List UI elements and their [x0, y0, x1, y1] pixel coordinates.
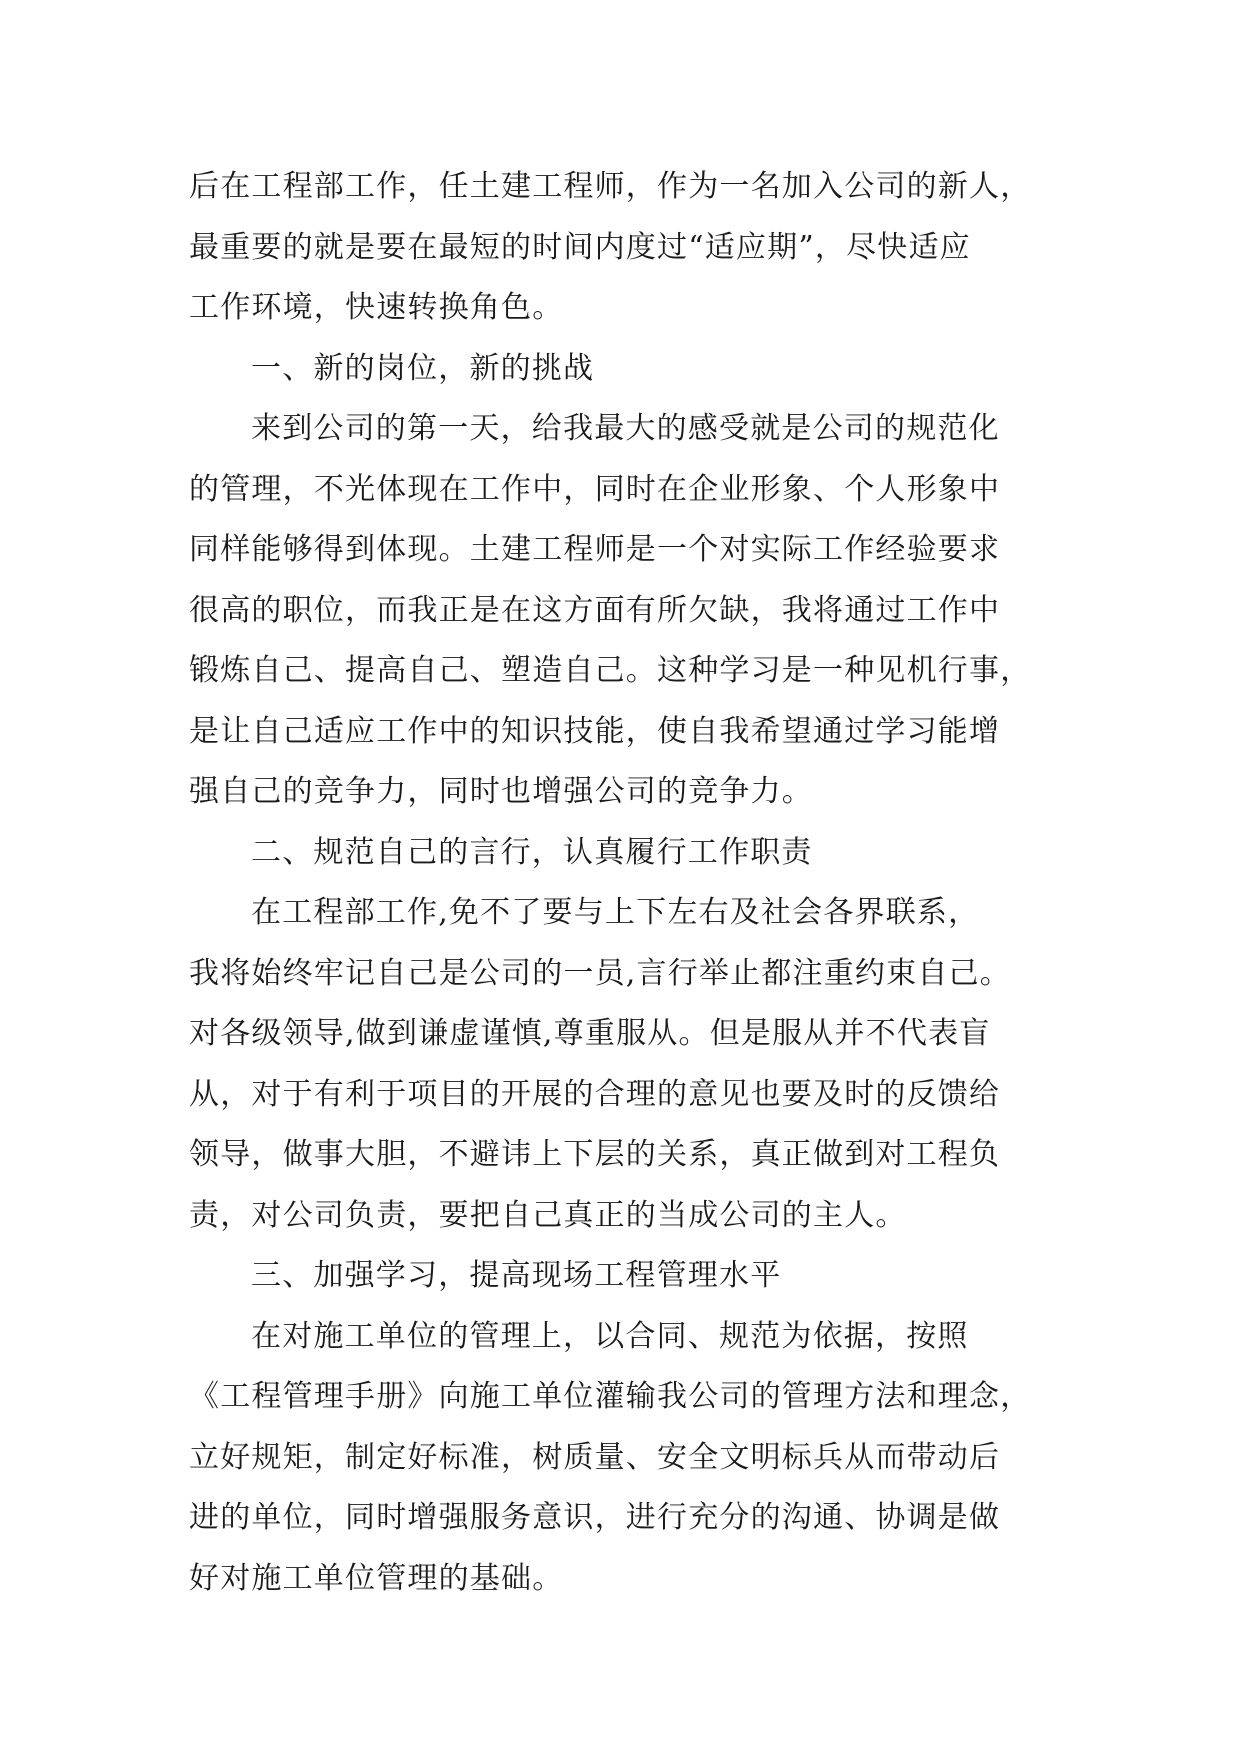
paragraph-first-line: 二、规范自己的言行，认真履行工作职责: [251, 834, 813, 870]
text-line: 我将始终牢记自己是公司的一员,言行举止都注重约束自己。: [189, 955, 1011, 991]
text-line: 的管理，不光体现在工作中，同时在企业形象、个人形象中: [189, 471, 1001, 507]
text-line: 工作环境，快速转换角色。: [189, 290, 564, 325]
text-line: 领导，做事大胆，不避讳上下层的关系，真正做到对工程负: [189, 1137, 1001, 1172]
paragraph-first-line: 一、新的岗位，新的挑战: [251, 350, 595, 386]
text-line: 对各级领导,做到谦虚谨慎,尊重服从。但是服从并不代表盲: [189, 1016, 991, 1051]
paragraph-first-line: 在工程部工作,免不了要与上下左右及社会各界联系，: [251, 895, 980, 930]
text-line: 好对施工单位管理的基础。: [189, 1560, 564, 1596]
text-line: 最重要的就是要在最短的时间内度过“适应期”，尽快适应: [189, 229, 971, 265]
text-line: 是让自己适应工作中的知识技能，使自我希望通过学习能增: [189, 713, 1001, 749]
text-line: 强自己的竞争力，同时也增强公司的竞争力。: [189, 774, 813, 809]
paragraph-first-line: 在对施工单位的管理上，以合同、规范为依据，按照: [251, 1318, 969, 1354]
text-line: 后在工程部工作，任土建工程师，作为一名加入公司的新人，: [189, 169, 1032, 204]
text-line: 《工程管理手册》向施工单位灌输我公司的管理方法和理念，: [189, 1379, 1032, 1414]
text-line: 责，对公司负责，要把自己真正的当成公司的主人。: [189, 1197, 907, 1233]
text-line: 立好规矩，制定好标准，树质量、安全文明标兵从而带动后: [189, 1439, 1001, 1475]
text-line: 同样能够得到体现。土建工程师是一个对实际工作经验要求: [189, 532, 1001, 567]
text-line: 锻炼自己、提高自己、塑造自己。这种学习是一种见机行事，: [189, 653, 1032, 688]
text-line: 从，对于有利于项目的开展的合理的意见也要及时的反馈给: [189, 1076, 1001, 1112]
paragraph-first-line: 三、加强学习，提高现场工程管理水平: [251, 1258, 782, 1293]
text-line: 进的单位，同时增强服务意识，进行充分的沟通、协调是做: [189, 1500, 1001, 1535]
paragraph-first-line: 来到公司的第一天，给我最大的感受就是公司的规范化: [251, 411, 1000, 446]
text-line: 很高的职位，而我正是在这方面有所欠缺，我将通过工作中: [189, 592, 1001, 628]
document-body: [189, 157, 1049, 1609]
